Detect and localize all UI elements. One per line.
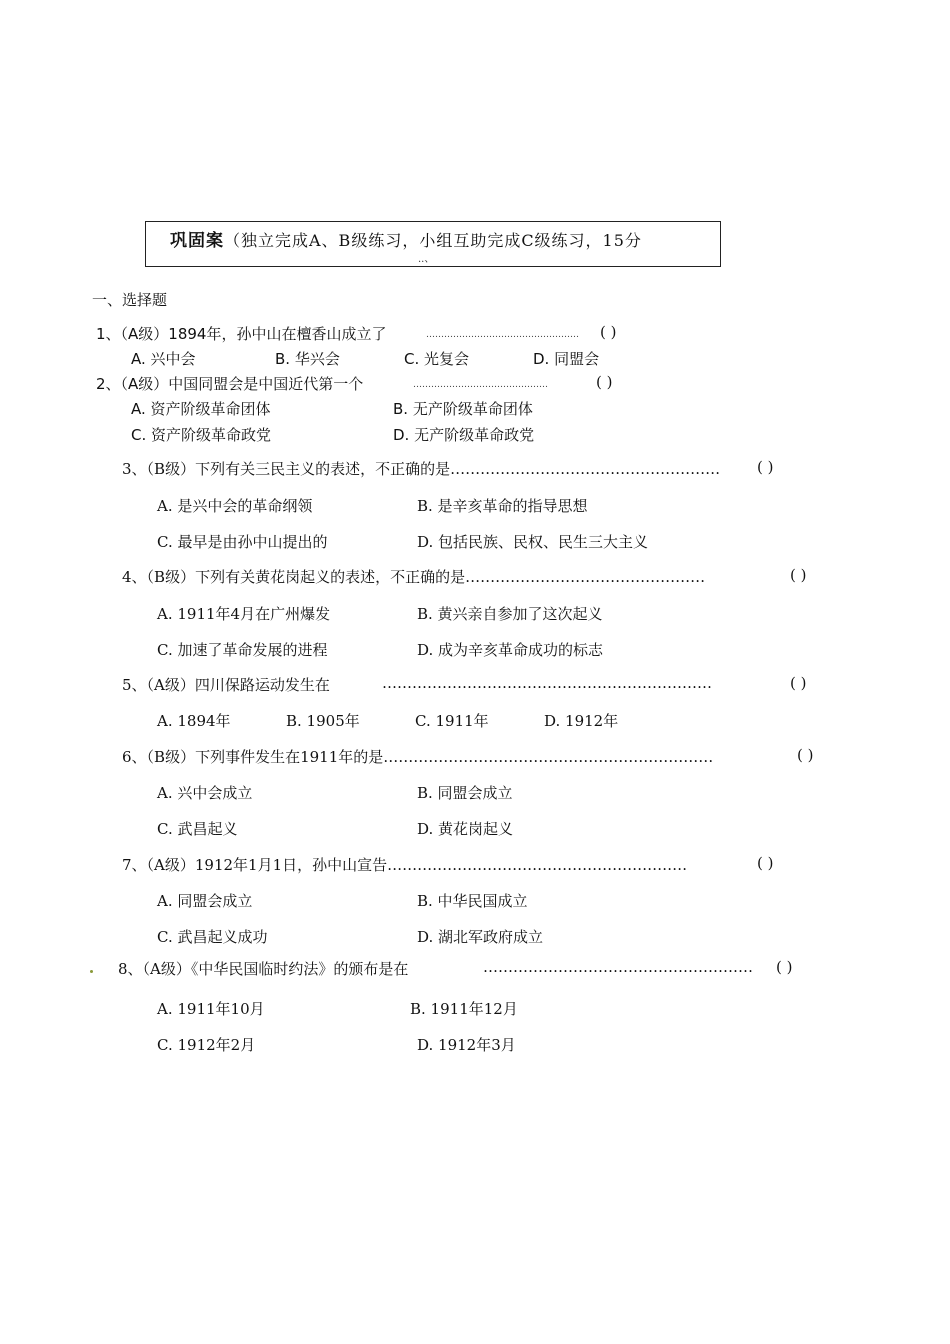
- question-6-option-c: C. 武昌起义: [157, 820, 238, 838]
- question-1-option-b: B. 华兴会: [275, 350, 340, 368]
- question-2-option-c: C. 资产阶级革命政党: [131, 426, 272, 444]
- question-7-option-a: A. 同盟会成立: [157, 892, 253, 910]
- question-5-option-b: B. 1905年: [286, 712, 360, 730]
- question-3-stem: 3、（B级）下列有关三民主义的表述，不正确的是………………………………………………: [122, 460, 721, 478]
- header-box: [145, 221, 721, 267]
- question-6-option-d: D. 黄花岗起义: [417, 820, 514, 838]
- question-7-answer: ( ): [757, 854, 774, 872]
- question-2-dots: ………………………………………: [413, 380, 548, 390]
- question-4-option-c: C. 加速了革命发展的进程: [157, 641, 328, 659]
- question-3-option-a: A. 是兴中会的革命纲领: [157, 497, 313, 515]
- question-1-stem: 1、（A级）1894年，孙中山在檀香山成立了: [96, 325, 387, 343]
- question-5-option-c: C. 1911年: [415, 712, 489, 730]
- question-4-option-b: B. 黄兴亲自参加了这次起义: [417, 605, 603, 623]
- question-5-option-a: A. 1894年: [157, 712, 231, 730]
- header-title: 巩固案: [170, 231, 224, 251]
- question-3-answer: ( ): [757, 458, 774, 476]
- question-8-option-c: C. 1912年2月: [157, 1036, 256, 1054]
- question-5-dots: …………………………………………………………: [382, 674, 712, 692]
- question-8-option-a: A. 1911年10月: [157, 1000, 265, 1018]
- header-tail: ..、: [418, 254, 435, 265]
- question-1-answer: ( ): [600, 323, 617, 341]
- question-5-option-d: D. 1912年: [544, 712, 619, 730]
- question-1-option-a: A. 兴中会: [131, 350, 196, 368]
- question-4-option-a: A. 1911年4月在广州爆发: [157, 605, 331, 623]
- question-7-option-b: B. 中华民国成立: [417, 892, 528, 910]
- question-2-option-a: A. 资产阶级革命团体: [131, 400, 271, 418]
- question-1-option-d: D. 同盟会: [533, 350, 600, 368]
- question-4-answer: ( ): [790, 566, 807, 584]
- question-2-option-b: B. 无产阶级革命团体: [393, 400, 533, 418]
- question-8-stem: 8、（A级）《中华民国临时约法》的颁布是在: [118, 960, 409, 978]
- header-instruction: （独立完成A、B级练习，小组互助完成C级练习，15分: [224, 231, 642, 250]
- question-5-answer: ( ): [790, 674, 807, 692]
- question-4-stem: 4、（B级）下列有关黄花岗起义的表述，不正确的是…………………………………………: [122, 568, 706, 586]
- question-6-answer: ( ): [797, 746, 814, 764]
- question-8-answer: ( ): [776, 958, 793, 976]
- question-7-option-d: D. 湖北军政府成立: [417, 928, 544, 946]
- question-7-stem: 7、（A级）1912年1月1日，孙中山宣告……………………………………………………: [122, 856, 688, 874]
- question-2-answer: ( ): [596, 373, 613, 391]
- question-4-option-d: D. 成为辛亥革命成功的标志: [417, 641, 604, 659]
- question-3-option-d: D. 包括民族、民权、民生三大主义: [417, 533, 649, 551]
- question-8-option-b: B. 1911年12月: [410, 1000, 518, 1018]
- question-1-dots: ……………………………………………: [426, 330, 579, 340]
- question-6-stem: 6、（B级）下列事件发生在1911年的是…………………………………………………………: [122, 748, 714, 766]
- section-title: 一、选择题: [92, 291, 168, 309]
- question-3-option-c: C. 最早是由孙中山提出的: [157, 533, 328, 551]
- question-3-option-b: B. 是辛亥革命的指导思想: [417, 497, 588, 515]
- question-7-option-c: C. 武昌起义成功: [157, 928, 268, 946]
- question-2-option-d: D. 无产阶级革命政党: [393, 426, 535, 444]
- question-1-option-c: C. 光复会: [404, 350, 470, 368]
- question-8-option-d: D. 1912年3月: [417, 1036, 516, 1054]
- question-8-dots: ………………………………………………: [483, 958, 753, 976]
- question-2-stem: 2、（A级）中国同盟会是中国近代第一个: [96, 375, 364, 393]
- question-6-option-b: B. 同盟会成立: [417, 784, 513, 802]
- question-6-option-a: A. 兴中会成立: [157, 784, 253, 802]
- stray-dot-mark: [90, 970, 93, 973]
- question-5-stem: 5、（A级）四川保路运动发生在: [122, 676, 330, 694]
- header-line: [170, 226, 642, 251]
